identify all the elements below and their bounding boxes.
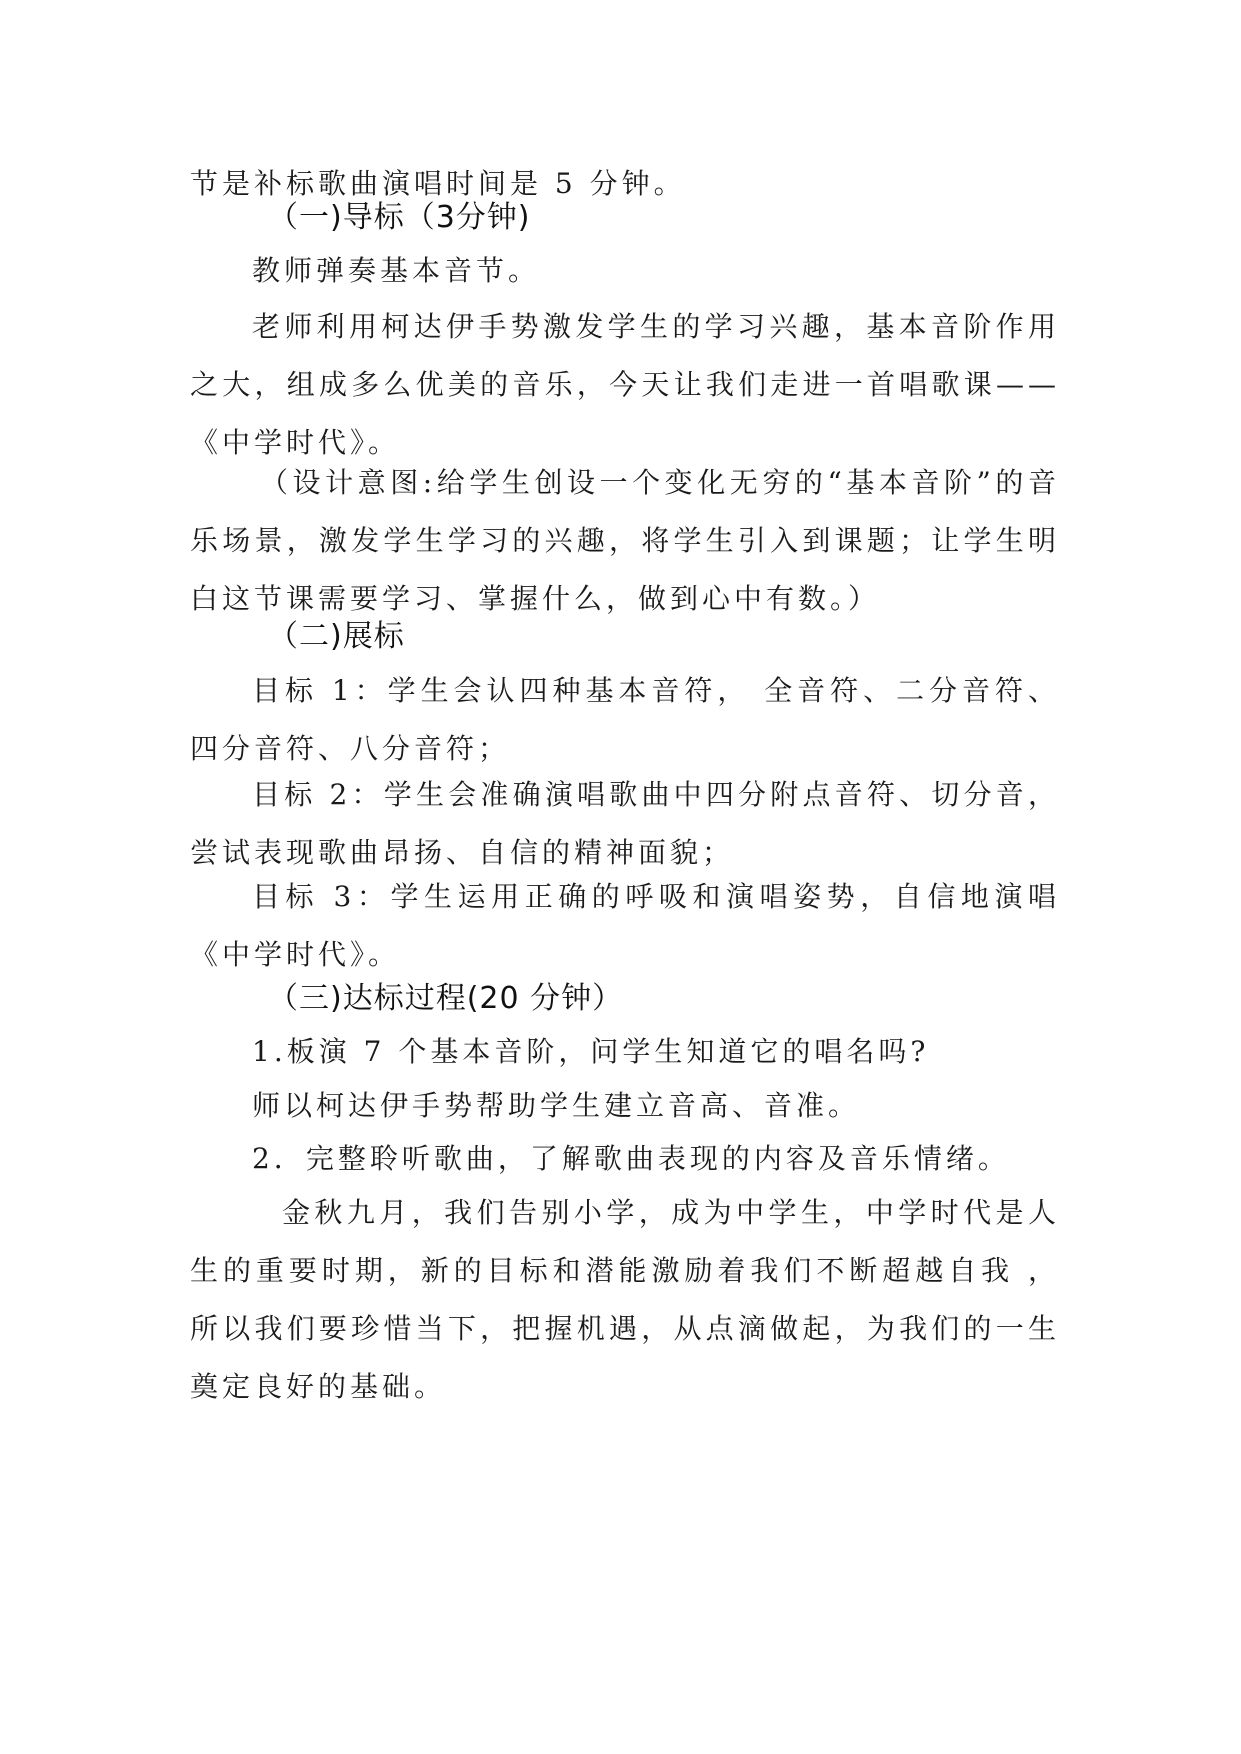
- heading-section-3: （三)达标过程(20 分钟）: [268, 981, 624, 1016]
- paragraph-goal-1: 目标 1：学生会认四种基本音符， 全音符、二分音符、四分音符、八分音符；: [190, 674, 1060, 765]
- heading-section-2: （二)展标: [268, 619, 405, 654]
- paragraph-goal-2: 目标 2：学生会准确演唱歌曲中四分附点音符、切分音，尝试表现歌曲昂扬、自信的精神面貌；: [190, 778, 1060, 869]
- paragraph-goal-3: 目标 3：学生运用正确的呼吸和演唱姿势，自信地演唱《中学时代》。: [190, 880, 1060, 971]
- paragraph-design-intent: （设计意图:给学生创设一个变化无穷的“基本音阶”的音乐场景，激发学生学习的兴趣，将学生引入到课题；让学生明白这节课需要学习、掌握什么，做到心中有数。）: [190, 466, 1060, 615]
- paragraph-teacher-plays: 教师弹奏基本音节。: [252, 254, 541, 287]
- paragraph-timing-note: 节是补标歌曲演唱时间是 5 分钟。: [190, 167, 686, 200]
- paragraph-step-1: 1.板演 7 个基本音阶，问学生知道它的唱名吗?: [252, 1035, 930, 1068]
- paragraph-hand-signs: 师以柯达伊手势帮助学生建立音高、音准。: [252, 1089, 861, 1122]
- paragraph-introduction: 老师利用柯达伊手势激发学生的学习兴趣，基本音阶作用之大，组成多么优美的音乐，今天让我们走进一首唱歌课——《中学时代》。: [190, 310, 1060, 459]
- heading-section-1: （一)导标（3分钟): [268, 200, 531, 235]
- paragraph-middle-school-era: 金秋九月，我们告别小学，成为中学生，中学时代是人生的重要时期，新的目标和潜能激励着我们不断超越自我 ，所以我们要珍惜当下，把握机遇，从点滴做起，为我们的一生奠定良好的基础。: [190, 1196, 1060, 1403]
- paragraph-step-2: 2．完整聆听歌曲，了解歌曲表现的内容及音乐情绪。: [252, 1142, 1010, 1175]
